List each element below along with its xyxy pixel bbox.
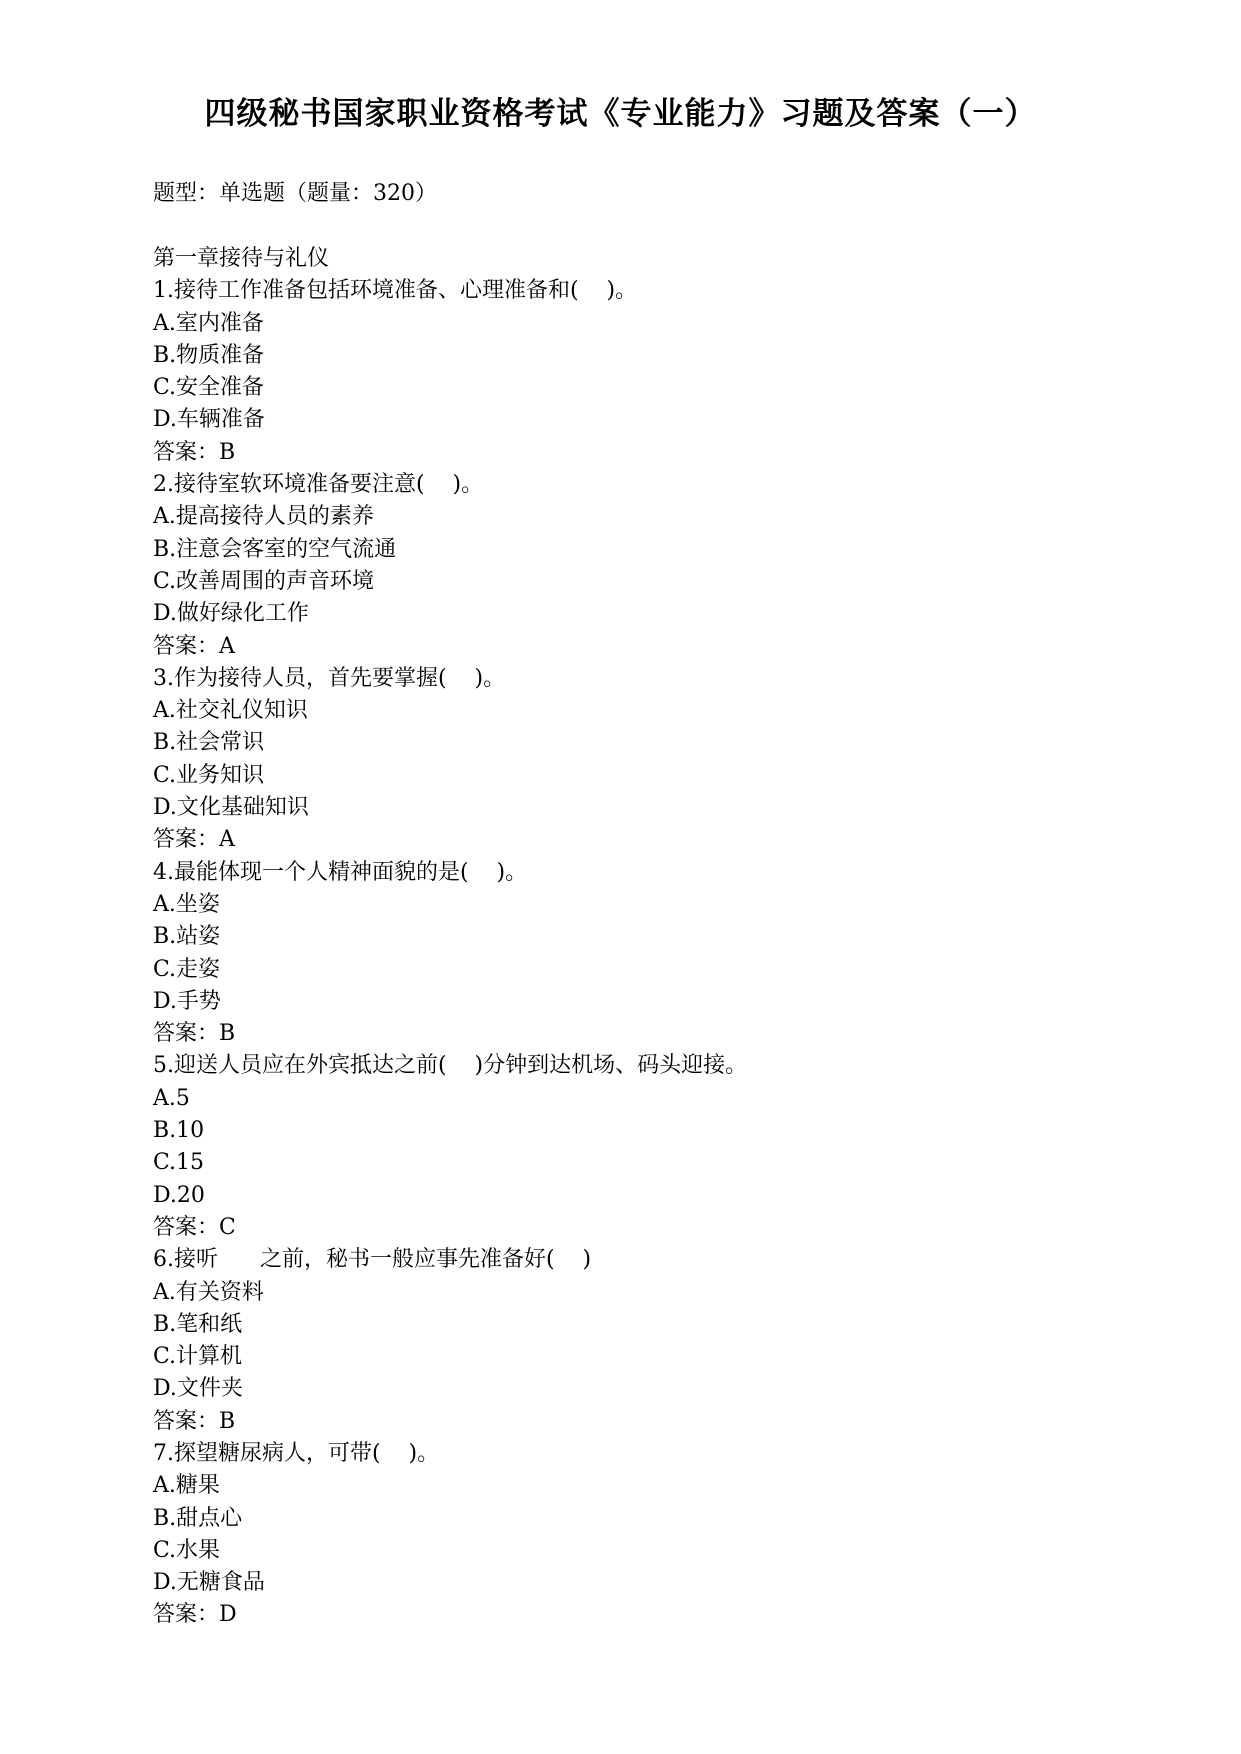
question-stem: 6.接听 之前，秘书一般应事先准备好( ) [153, 1247, 592, 1273]
answer-line: 答案：B [153, 439, 236, 465]
document-title: 四级秘书国家职业资格考试《专业能力》习题及答案（一） [204, 96, 1037, 132]
option-a: A.提高接待人员的素养 [153, 504, 374, 530]
option-c: C.计算机 [153, 1344, 243, 1370]
question-item [153, 275, 1153, 469]
option-b: B.物质准备 [153, 342, 265, 368]
answer-line: 答案：A [153, 633, 235, 659]
question-type-line: 题型：单选题（题量：320） [153, 181, 437, 206]
option-b: B.站姿 [153, 924, 221, 950]
option-a: A.5 [153, 1085, 190, 1111]
document-body [153, 243, 1153, 1632]
option-c: C.安全准备 [153, 375, 265, 401]
answer-line: 答案：D [153, 1602, 237, 1628]
answer-line: 答案：B [153, 1408, 236, 1434]
question-item [153, 469, 1153, 663]
question-stem: 3.作为接待人员，首先要掌握( )。 [153, 665, 506, 691]
option-b: B.社会常识 [153, 730, 265, 756]
option-a: A.有关资料 [153, 1279, 264, 1305]
answer-line: 答案：A [153, 827, 235, 853]
option-b: B.笔和纸 [153, 1311, 243, 1337]
option-a: A.室内准备 [153, 310, 264, 336]
option-c: C.改善周围的声音环境 [153, 568, 375, 594]
option-d: D.20 [153, 1182, 205, 1208]
question-stem: 7.探望糖尿病人，可带( )。 [153, 1440, 440, 1466]
option-a: A.社交礼仪知识 [153, 698, 308, 724]
question-item [153, 1438, 1153, 1632]
option-c: C.水果 [153, 1537, 221, 1563]
question-stem: 4.最能体现一个人精神面貌的是( )。 [153, 859, 528, 885]
option-d: D.做好绿化工作 [153, 601, 309, 627]
answer-line: 答案：B [153, 1021, 236, 1047]
option-d: D.无糖食品 [153, 1570, 265, 1596]
option-a: A.糖果 [153, 1473, 220, 1499]
option-c: C.业务知识 [153, 762, 265, 788]
option-d: D.文化基础知识 [153, 795, 309, 821]
answer-line: 答案：C [153, 1214, 236, 1240]
question-stem: 5.迎送人员应在外宾抵达之前( )分钟到达机场、码头迎接。 [153, 1053, 748, 1079]
option-c: C.走姿 [153, 956, 221, 982]
option-d: D.车辆准备 [153, 407, 265, 433]
question-item [153, 857, 1153, 1051]
option-b: B.10 [153, 1118, 205, 1144]
question-stem: 2.接待室软环境准备要注意( )。 [153, 472, 484, 498]
option-a: A.坐姿 [153, 891, 220, 917]
question-item [153, 1244, 1153, 1438]
option-d: D.手势 [153, 988, 221, 1014]
option-d: D.文件夹 [153, 1376, 243, 1402]
question-stem: 1.接待工作准备包括环境准备、心理准备和( )。 [153, 278, 638, 304]
chapter-heading: 第一章接待与礼仪 [153, 246, 330, 271]
option-b: B.甜点心 [153, 1505, 243, 1531]
question-item [153, 1050, 1153, 1244]
option-c: C.15 [153, 1150, 205, 1176]
question-item [153, 663, 1153, 857]
option-b: B.注意会客室的空气流通 [153, 536, 397, 562]
